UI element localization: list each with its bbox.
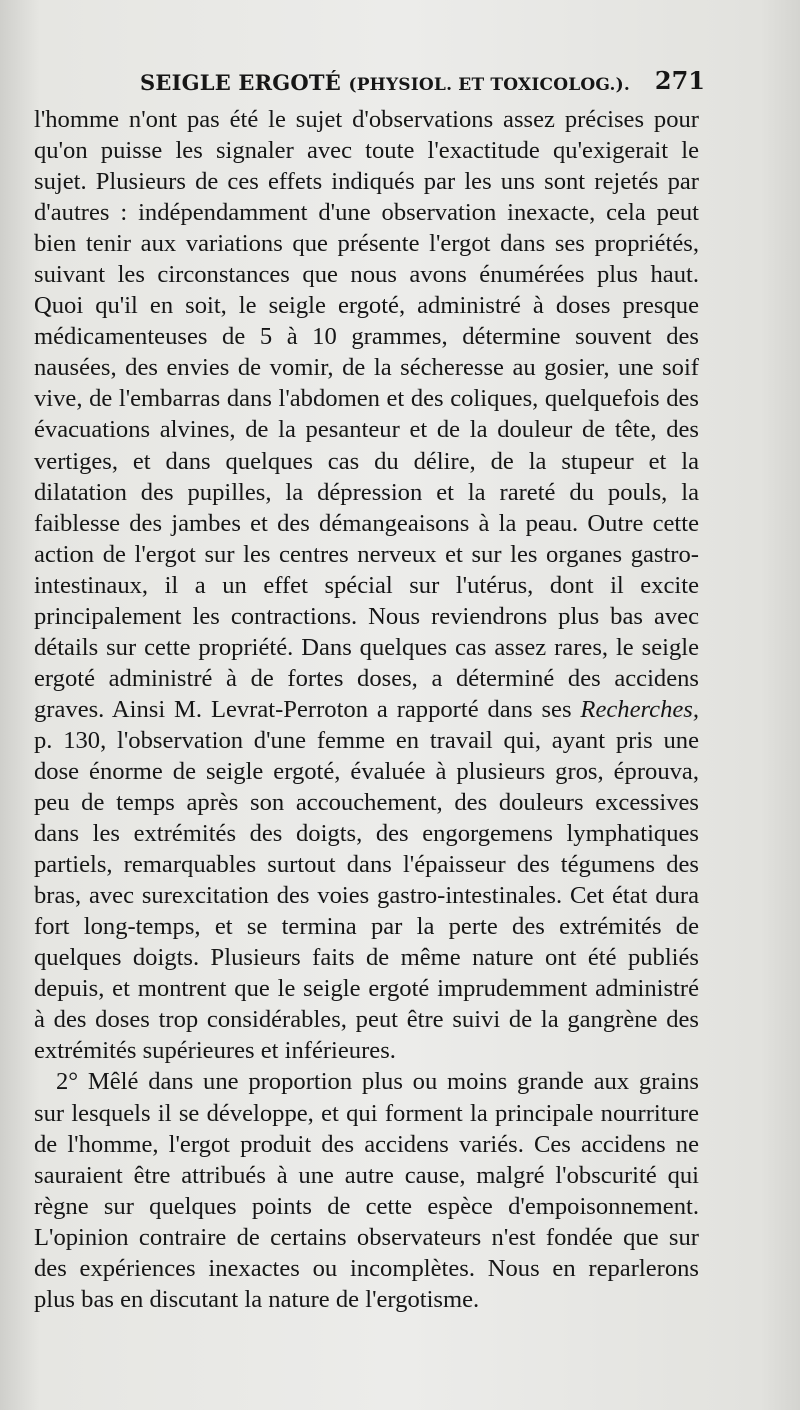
page-number: 271 [654,66,705,95]
paragraph-1 [34,104,699,1066]
running-title [140,70,630,95]
body-text [34,104,699,1315]
paragraph-1-part-b: p. 130, l'observation d'une femme en travail qui, ayant pris une dose énorme de seigle ergoté, évaluée à plusieurs gros, éprouva, peu de temps après son accouchement, des douleurs excessives dans les extrémités des doigts, des engorgemens lymphatiques partiels, remarquables surtout dans l'épaisseur des tégumens des bras, avec surexcitation des voies gastro-intestinales. Cet état dura fort long-temps, et se termina par la perte des extrémités de quelques doigts. Plusieurs faits de même nature ont été publiés depuis, et montrent que le seigle ergoté imprudemment administré à des doses trop considérables, peut être suivi de la gangrène des extrémités supérieures et inférieures. [34,726,699,1065]
paragraph-1-part-a: l'homme n'ont pas été le sujet d'observations assez précises pour qu'on puisse les signaler avec toute l'exactitude qu'exigerait le sujet. Plusieurs de ces effets indiqués par les uns sont rejetés par d'autres : indépendamment d'une observation inexacte, cela peut bien tenir aux variations que présente l'ergot dans ses propriétés, suivant les circonstances que nous avons énumérées plus haut. Quoi qu'il en soit, le seigle ergoté, administré à doses presque médicamenteuses de 5 à 10 grammes, détermine souvent des nausées, des envies de vomir, de la sécheresse au gosier, une soif vive, de l'embarras dans l'abdomen et des coliques, quelquefois des évacuations alvines, de la pesanteur et de la douleur de tête, des vertiges, et dans quelques cas du délire, de la stupeur et la dilatation des pupilles, la dépression et la rareté du pouls, la faiblesse des jambes et des démangeaisons à la peau. Outre cette action de l'ergot sur les centres nerveux et sur les organes gastro-intestinaux, il a un effet spécial sur l'utérus, dont il excite principalement les contractions. Nous reviendrons plus bas avec détails sur cette propriété. Dans quelques cas assez rares, le seigle ergoté administré à de fortes doses, a déterminé des accidens graves. Ainsi M. Levrat-Perroton a rapporté dans ses [34,106,699,723]
running-title-main: SEIGLE ERGOTÉ [140,70,341,95]
book-title-italic: Recherches, [580,695,699,723]
page-header [140,66,705,106]
running-title-sub: (PHYSIOL. ET TOXICOLOG.). [348,75,631,95]
paragraph-2: 2° Mêlé dans une proportion plus ou moins grande aux grains sur lesquels il se développe, et qui forment la principale nourriture de l'homme, l'ergot produit des accidens variés. Ces accidens ne sauraient être attribués à une autre cause, malgré l'obscurité qui règne sur quelques points de cette espèce d'empoisonnement. L'opinion contraire de certains observateurs n'est fondée que sur des expériences inexactes ou incomplètes. Nous en reparlerons plus bas en discutant la nature de l'ergotisme. [34,1068,699,1313]
